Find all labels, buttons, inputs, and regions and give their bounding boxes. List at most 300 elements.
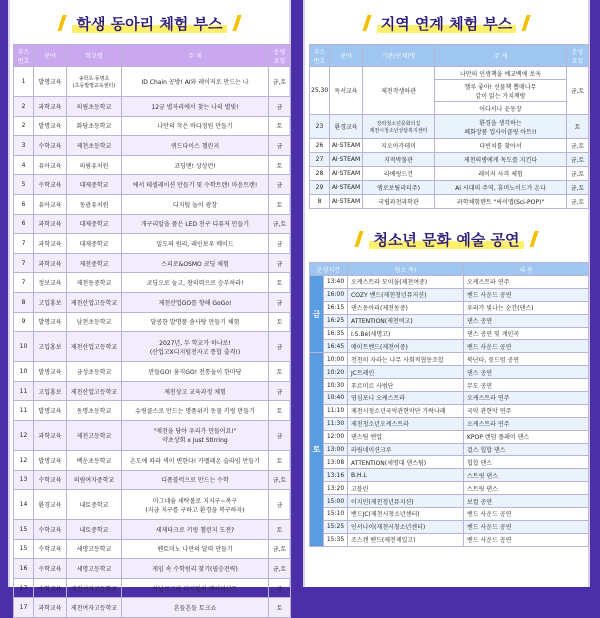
school-name: 의림유치원 xyxy=(67,155,122,175)
table-header-row xyxy=(310,45,589,67)
booth-number: 17 xyxy=(14,598,34,618)
topic: 아날로그와 디지털의 페이터아트 xyxy=(122,578,269,598)
content: 댄스 공연 xyxy=(464,366,589,379)
time: 13:16 xyxy=(324,469,348,482)
team-name: ATTENTION(세명대 댄스팀) xyxy=(348,456,464,469)
table-row xyxy=(14,470,291,490)
content: 밴드 사운드 공연 xyxy=(464,340,589,353)
operating-days: 토 xyxy=(269,401,291,421)
operating-days: 금 xyxy=(269,234,291,254)
school-name: 동광유치원 xyxy=(67,194,122,214)
table-row xyxy=(310,67,589,80)
performance-title: 청소년 문화 예술 공연 xyxy=(305,224,588,256)
content: 밴드 사운드 공연 xyxy=(464,508,589,521)
topic: 에서 테셀레이션 만들기 및 수학트랜! 마음트랜! xyxy=(122,175,269,195)
organization-name: 라베링드건 xyxy=(363,167,435,181)
topic: 어다서나 윤동장 xyxy=(435,102,567,115)
team-name: 푸르미르 사범단 xyxy=(348,379,464,392)
field: AI·STEAM xyxy=(330,153,363,167)
student-club-table xyxy=(13,44,291,618)
content: 스트릿 댄스 xyxy=(464,469,589,482)
table-row xyxy=(310,181,589,195)
topic: 온도에 따라 색이 변한다! 카멜레온 슬라임 만들기 xyxy=(122,450,269,470)
school-name: 남천초등학교 xyxy=(67,312,122,332)
field: 수학교육 xyxy=(34,578,67,598)
column-header: 부스 번호 xyxy=(14,45,34,67)
school-name: 제천여자고등학교 xyxy=(67,578,122,598)
topic: 마그네슘 세탁볼로 지지구~복구 (지금 지구를 구하고 환경을 복구하자) xyxy=(122,490,269,520)
topic: 코딩으로 놀고, 창의력으로 승부하라! xyxy=(122,273,269,293)
booth-number: 6 xyxy=(14,194,34,214)
table-row xyxy=(310,379,589,392)
table-row xyxy=(14,273,291,293)
school-name: 백운초등학교 xyxy=(67,450,122,470)
column-header: 분야 xyxy=(330,45,363,67)
school-name: 내토중학교 xyxy=(67,490,122,520)
content: 스트릿 댄스 xyxy=(464,482,589,495)
field: AI·STEAM xyxy=(330,139,363,153)
time: 16:35 xyxy=(324,327,348,340)
regional-title: 지역 연계 체험 부스 xyxy=(305,8,588,40)
field: AI·STEAM xyxy=(330,195,363,209)
school-name: 의림여자중학교 xyxy=(67,470,122,490)
day-label: 토 xyxy=(310,353,324,546)
team-name: I.S.Be(세명고) xyxy=(348,327,464,340)
field: AI·STEAM xyxy=(330,181,363,195)
operating-days: 금 xyxy=(269,136,291,156)
booth-number: 5 xyxy=(14,175,34,195)
column-header: 분야 xyxy=(34,45,67,67)
time: 15:25 xyxy=(324,520,348,533)
table-row xyxy=(14,97,291,117)
table-row xyxy=(310,392,589,405)
field: 과학교육 xyxy=(34,420,67,450)
school-name: 화당초등학교 xyxy=(67,116,122,136)
time: 16:25 xyxy=(324,314,348,327)
time: 10:20 xyxy=(324,366,348,379)
operating-days: 토 xyxy=(269,194,291,214)
table-row xyxy=(14,539,291,559)
time: 15:00 xyxy=(324,495,348,508)
booth-number: 10 xyxy=(14,362,34,382)
field: 발명교육 xyxy=(34,67,67,97)
operating-days: 금 xyxy=(269,332,291,362)
booth-number: 2 xyxy=(14,116,34,136)
school-name: 동명초등학교 xyxy=(67,401,122,421)
time: 13:00 xyxy=(324,443,348,456)
team-name: 이지민(제천청년뮤지션) xyxy=(348,495,464,508)
operating-days: 금 xyxy=(269,175,291,195)
booth-number: 9 xyxy=(14,312,34,332)
table-row xyxy=(14,401,291,421)
content: 북난타, 뭉드럼 공연 xyxy=(464,353,589,366)
time: 10:30 xyxy=(324,379,348,392)
team-name: 영심포니 오케스트라 xyxy=(348,392,464,405)
time: 10:40 xyxy=(324,392,348,405)
column-header: 기관(단체)명 xyxy=(363,45,435,67)
booth-number: 12 xyxy=(14,450,34,470)
table-header-row xyxy=(310,263,589,276)
topic: ID Chain 공방! AI와 레이저로 만드는 나 xyxy=(122,67,269,97)
field: 발명교육 xyxy=(34,312,67,332)
booth-number: 14 xyxy=(14,490,34,520)
booth-number: 17 xyxy=(14,578,34,598)
table-row xyxy=(310,276,589,289)
school-name: 대제중학교 xyxy=(67,234,122,254)
time: 15:35 xyxy=(324,533,348,546)
topic: 12궁 별자리에서 찾는 나의 별빛! xyxy=(122,97,269,117)
field: 과학교육 xyxy=(34,598,67,618)
title-slash-icon xyxy=(355,231,364,247)
field: 수학교육 xyxy=(34,136,67,156)
topic: 2027년, 두 학교가 하나로! (산업고X디지털전자고 통합 출격!) xyxy=(122,332,269,362)
school-name: 의림초등학교 xyxy=(67,97,122,117)
column-header: 주 제 xyxy=(122,45,269,67)
time: 12:00 xyxy=(324,430,348,443)
organization-name: 제천작생하관 xyxy=(363,67,435,115)
school-name: 제천동중학교 xyxy=(67,273,122,293)
time: 13:20 xyxy=(324,482,348,495)
content: KPOP 랜덤 플레이 댄스 xyxy=(464,430,589,443)
team-name: B.H.L xyxy=(348,469,464,482)
field: 수학교육 xyxy=(34,539,67,559)
booth-number: 15 xyxy=(14,520,34,540)
booth-number: 29 xyxy=(310,181,330,195)
school-name: 제천산업고등학교 xyxy=(67,292,122,312)
field: 고입홍보 xyxy=(34,292,67,312)
column-header: 운영 요일 xyxy=(269,45,291,67)
time: 10:00 xyxy=(324,353,348,366)
table-row xyxy=(310,533,589,546)
topic: 슈링클스로 만드는 명품위키 동물 키링 만들기 xyxy=(122,401,269,421)
operating-days: 토 xyxy=(269,598,291,618)
content: 국악 관현악 연주 xyxy=(464,404,589,417)
field: 발명교육 xyxy=(34,116,67,136)
table-row xyxy=(310,417,589,430)
column-header: 학교명 xyxy=(67,45,122,67)
table-row xyxy=(310,327,589,340)
operating-days: 금 xyxy=(269,292,291,312)
table-row xyxy=(310,195,589,209)
topic: 만들GO! 움직GO! 전통놀이 한마당 xyxy=(122,362,269,382)
booth-number: 23 xyxy=(310,115,330,139)
booth-number: 8 xyxy=(14,292,34,312)
field: 독서교육 xyxy=(330,67,363,115)
time: 16:15 xyxy=(324,301,348,314)
booth-number: 12 xyxy=(14,420,34,450)
column-header: 주 제 xyxy=(435,45,567,67)
team-name: 제천시청소년국악관현악단 가락나래 xyxy=(348,404,464,417)
content: 무도 공연 xyxy=(464,379,589,392)
table-row xyxy=(310,495,589,508)
operating-days: 금,토 xyxy=(269,214,291,234)
title-slash-icon xyxy=(58,15,67,31)
school-name: 제천고등학교 xyxy=(67,420,122,450)
organization-name: 국립과천과학관 xyxy=(363,195,435,209)
topic: 세제타크로 키링 챌린지 도전? xyxy=(122,520,269,540)
school-name: 내토중학교 xyxy=(67,520,122,540)
performance-table xyxy=(309,262,589,547)
table-row xyxy=(14,253,291,273)
regional-table xyxy=(309,44,589,209)
organization-name: 장락청소년문화의집 제천시청소년상담복지센터 xyxy=(363,115,435,139)
content: 우리가 빛나는 순간(댄스) xyxy=(464,301,589,314)
column-header: 팀소 속) xyxy=(348,263,464,276)
table-row xyxy=(14,332,291,362)
operating-days: 토 xyxy=(269,155,291,175)
team-name: ATTENTION(제천여고) xyxy=(348,314,464,327)
organization-name: 지오아카데미 xyxy=(363,139,435,153)
team-name: COZY 밴드(제천청년뮤지션) xyxy=(348,288,464,301)
table-row xyxy=(14,420,291,450)
booth-number: 7 xyxy=(14,234,34,254)
field: 유아교육 xyxy=(34,155,67,175)
operating-days: 금,토 xyxy=(269,67,291,97)
content: 오케스트라 연주 xyxy=(464,417,589,430)
field: 유아교육 xyxy=(34,194,67,214)
table-row xyxy=(14,450,291,470)
topic: 나만의 작은 바다정원 만들기 xyxy=(122,116,269,136)
topic: "제천을 담아 우리가 만들어요!" 약초상회 x Just Stirring xyxy=(122,420,269,450)
table-row xyxy=(310,115,589,139)
table-row xyxy=(14,136,291,156)
column-header: 운영시간 xyxy=(310,263,348,276)
time: 13:40 xyxy=(324,276,348,289)
booth-number: 15 xyxy=(14,539,34,559)
content: 댄스 공연 xyxy=(464,314,589,327)
topic: 밀도의 원리, 레인보우 메이드 xyxy=(122,234,269,254)
booth-number: 13 xyxy=(14,470,34,490)
title-slash-icon xyxy=(522,15,531,31)
field: 고입홍보 xyxy=(34,332,67,362)
school-name: 세명고등학교 xyxy=(67,559,122,579)
operating-days: 금 xyxy=(269,578,291,598)
table-row xyxy=(14,194,291,214)
operating-days: 토 xyxy=(269,116,291,136)
booth-number: 11 xyxy=(14,381,34,401)
table-row xyxy=(14,381,291,401)
field: 수학교육 xyxy=(34,470,67,490)
booth-number: 2 xyxy=(14,97,34,117)
table-row xyxy=(14,490,291,520)
booth-number: 7 xyxy=(14,253,34,273)
operating-days: 토 xyxy=(269,273,291,293)
column-header: 부스 번호 xyxy=(310,45,330,67)
booth-number: 4 xyxy=(14,155,34,175)
table-row xyxy=(14,292,291,312)
topic: 흔들흔들 토크쇼 xyxy=(122,598,269,618)
topic: 디폼블럭으로 만드는 수학 xyxy=(122,470,269,490)
booth-number: 7 xyxy=(14,273,34,293)
topic: 나만의 인생책을 예교백에 쏘옥 xyxy=(435,67,567,80)
table-row xyxy=(14,116,291,136)
topic: 퀴드다이스 챌린지 xyxy=(122,136,269,156)
school-name: 제천중학교 xyxy=(67,253,122,273)
student-club-panel xyxy=(8,0,291,613)
topic: 제천의병에게 독도를 지킨다 xyxy=(435,153,567,167)
table-row xyxy=(14,214,291,234)
school-name: 세명고등학교 xyxy=(67,539,122,559)
content: 보컬 공연 xyxy=(464,495,589,508)
table-row xyxy=(310,167,589,181)
field: 과학교육 xyxy=(34,214,67,234)
team-name: 조스캔 밴드(제천제일고) xyxy=(348,533,464,546)
time: 16:00 xyxy=(324,288,348,301)
team-name: 댄스팀 엔업 xyxy=(348,430,464,443)
topic: 스피로&OSMO 코딩 체험 xyxy=(122,253,269,273)
booth-number: 28 xyxy=(310,167,330,181)
table-row xyxy=(310,469,589,482)
time: 11:30 xyxy=(324,417,348,430)
field: 정보교육 xyxy=(34,273,67,293)
content: 밴드 사운드 공연 xyxy=(464,533,589,546)
operating-days: 금,토 xyxy=(567,153,589,167)
content: 걸스 힙합 댄스 xyxy=(464,443,589,456)
topic: 챌루 좋아! 선물책 뽑매나무 같이 읽는 가치책방 xyxy=(435,80,567,102)
team-name: 메이트밴드(제천여중) xyxy=(348,340,464,353)
table-row xyxy=(310,314,589,327)
student-club-title: 학생 동아리 체험 부스 xyxy=(10,8,289,40)
time: 16:45 xyxy=(324,340,348,353)
table-row xyxy=(310,443,589,456)
table-row xyxy=(14,520,291,540)
table-row xyxy=(310,508,589,521)
organization-name: 지적박물관 xyxy=(363,153,435,167)
team-name: 제천청소년오케스트라 xyxy=(348,417,464,430)
content: 밴드 사운드 공연 xyxy=(464,288,589,301)
column-header: 운영 요일 xyxy=(567,45,589,67)
operating-days: 금,토 xyxy=(269,559,291,579)
table-row xyxy=(310,366,589,379)
operating-days: 금,토 xyxy=(269,539,291,559)
table-row xyxy=(310,139,589,153)
field: 발명교육 xyxy=(34,450,67,470)
operating-days: 토 xyxy=(269,362,291,382)
field: 환경교육 xyxy=(34,490,67,520)
booth-number: 8 xyxy=(310,195,330,209)
school-name: 제천산업고등학교 xyxy=(67,381,122,401)
operating-days: 토 xyxy=(269,312,291,332)
team-name: 라림네이션크루 xyxy=(348,443,464,456)
table-row xyxy=(310,301,589,314)
field: 수학교육 xyxy=(34,559,67,579)
school-name: 제천초등학교 xyxy=(67,136,122,156)
table-row xyxy=(14,175,291,195)
operating-days: 금,토 xyxy=(567,139,589,153)
field: 발명교육 xyxy=(34,401,67,421)
operating-days: 금,토 xyxy=(567,167,589,181)
table-row xyxy=(14,598,291,618)
day-label: 금 xyxy=(310,276,324,353)
topic: 달콤한 발명품 솜사탕 만들기 체험 xyxy=(122,312,269,332)
topic: 과학체험텐트 "싸이맵(Sci-POP)" xyxy=(435,195,567,209)
booth-number: 1 xyxy=(14,67,34,97)
booth-number: 26 xyxy=(310,139,330,153)
time: 11:10 xyxy=(324,404,348,417)
table-row xyxy=(310,288,589,301)
field: 환경교육 xyxy=(330,115,363,139)
right-panel xyxy=(303,0,590,587)
team-name: 고블린 xyxy=(348,482,464,495)
field: 과학교육 xyxy=(34,234,67,254)
team-name: 댄스동아리(제천동중) xyxy=(348,301,464,314)
table-row xyxy=(310,340,589,353)
table-header-row xyxy=(14,45,291,67)
time: 15:10 xyxy=(324,508,348,521)
booth-number: 16 xyxy=(14,559,34,579)
content: 댄스 공연 및 게인곡 xyxy=(464,327,589,340)
operating-days: 금 xyxy=(269,253,291,273)
content: 밴드 사운드 공연 xyxy=(464,520,589,533)
table-row xyxy=(310,153,589,167)
school-name: 대제중학교 xyxy=(67,214,122,234)
team-name: 천천히 자라는 나무 사회적협동조합 xyxy=(348,353,464,366)
content: 힙합 댄스 xyxy=(464,456,589,469)
title-slash-icon xyxy=(529,231,538,247)
table-row xyxy=(310,482,589,495)
column-header: 내 용 xyxy=(464,263,589,276)
topic: 다빈치를 찾아서 xyxy=(435,139,567,153)
topic: 개구리알을 품은 LED 전구 디퓨저 만들기 xyxy=(122,214,269,234)
operating-days: 토 xyxy=(269,450,291,470)
operating-days: 금,토 xyxy=(269,470,291,490)
school-name: 대제중학교 xyxy=(67,175,122,195)
table-row xyxy=(14,67,291,97)
title-slash-icon xyxy=(362,15,371,31)
title-slash-icon xyxy=(232,15,241,31)
operating-days: 금 xyxy=(269,381,291,401)
topic: 펜토미노 나만의 달력 만들기 xyxy=(122,539,269,559)
team-name: 밴드JC(제천시청소년센터) xyxy=(348,508,464,521)
operating-days: 토 xyxy=(269,520,291,540)
topic: AI 시대의 주역, 휴머노이드가 온다 xyxy=(435,181,567,195)
table-row xyxy=(310,404,589,417)
operating-days: 금 xyxy=(269,97,291,117)
topic: 디지털 놀이 광장 xyxy=(122,194,269,214)
table-row xyxy=(310,430,589,443)
table-row xyxy=(14,234,291,254)
school-name: 금성초등학교 xyxy=(67,362,122,382)
school-name: 제천산업고등학교 xyxy=(67,332,122,362)
field: AI·STEAM xyxy=(330,167,363,181)
table-row xyxy=(14,155,291,175)
booth-number: 6 xyxy=(14,214,34,234)
school-name: 송학초·동명초 (초등발명교육센터) xyxy=(67,67,122,97)
field: 과학교육 xyxy=(34,97,67,117)
content: 오케스트라 연주 xyxy=(464,392,589,405)
operating-days: 금,토 xyxy=(567,67,589,115)
school-name: 제천여자고등학교 xyxy=(67,598,122,618)
topic: 환경을 생각하는 폐화장품 업사이클링 아트!! xyxy=(435,115,567,139)
table-row xyxy=(310,456,589,469)
booth-number: 10 xyxy=(14,332,34,362)
content: 오케스트라 연주 xyxy=(464,276,589,289)
organization-name: 엠로보틸리티주) xyxy=(363,181,435,195)
table-row xyxy=(310,353,589,366)
booth-number: 27 xyxy=(310,153,330,167)
booth-number: 25,30 xyxy=(310,67,330,115)
topic: 제천산업GO를 향해 GoGo! xyxy=(122,292,269,312)
field: 수학교육 xyxy=(34,520,67,540)
booth-number: 3 xyxy=(14,136,34,156)
booth-number: 11 xyxy=(14,401,34,421)
time: 13:08 xyxy=(324,456,348,469)
table-row xyxy=(14,559,291,579)
operating-days: 금 xyxy=(269,490,291,520)
team-name: 오케스트라 모이을(제천여중) xyxy=(348,276,464,289)
operating-days: 금,토 xyxy=(567,181,589,195)
field: 수학교육 xyxy=(34,175,67,195)
